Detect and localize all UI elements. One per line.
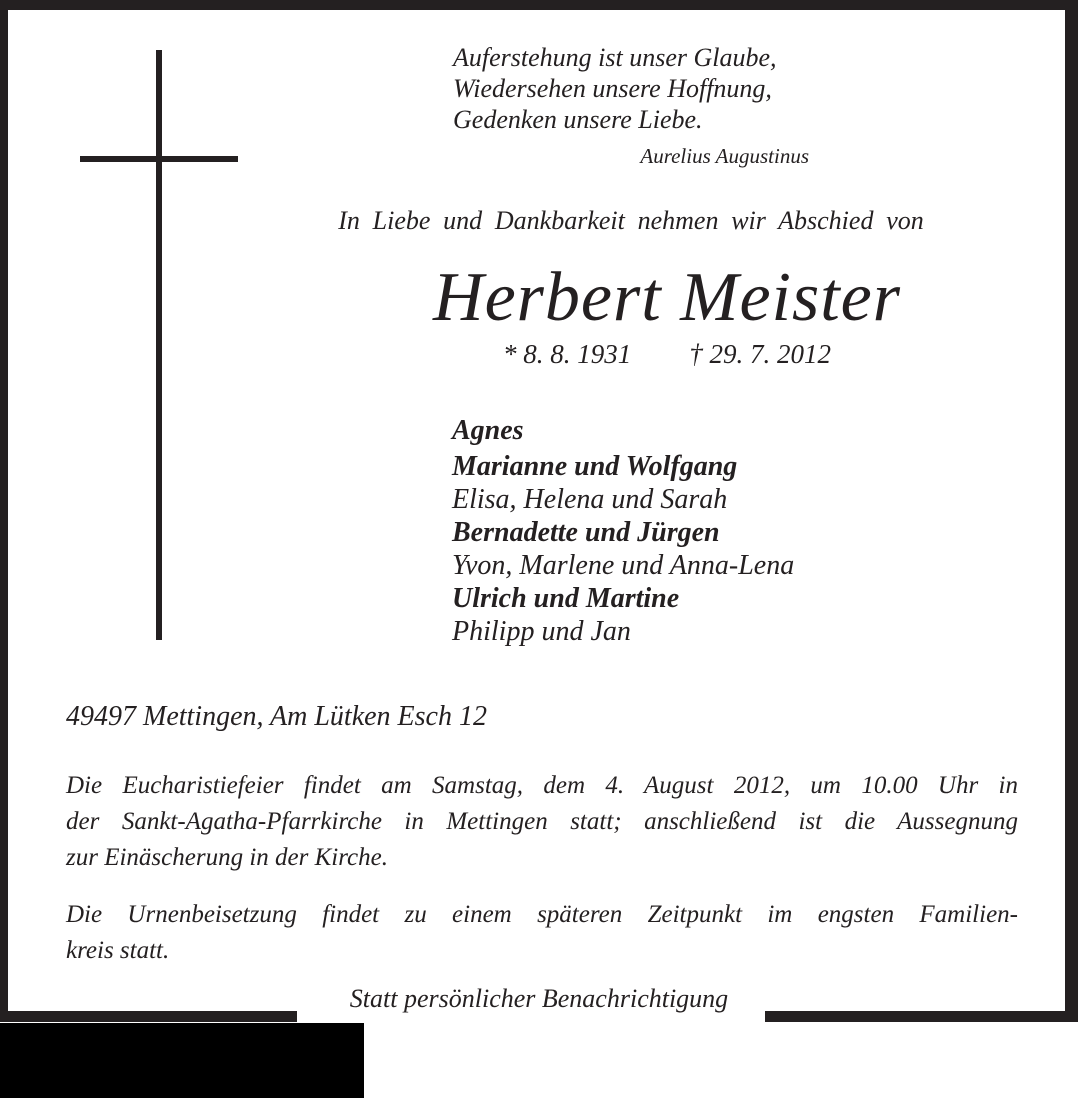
epigraph-line-2: Wiedersehen unsere Hoffnung, (453, 74, 772, 103)
farewell-line: In Liebe und Dankbarkeit nehmen wir Abschied von (338, 206, 924, 235)
service-paragraph-line-2: der Sankt-Agatha-Pfarrkirche in Mettingen statt; anschließend ist die Aussegnung (66, 808, 1018, 835)
mourner-line: Bernadette und Jürgen (452, 517, 720, 548)
service-paragraph-line-3: zur Einäscherung in der Kirche. (66, 844, 388, 871)
frame-border-left (0, 0, 8, 1022)
burial-paragraph-line-1: Die Urnenbeisetzung findet zu einem späteren Zeitpunkt im engsten Familien- (66, 901, 1018, 928)
service-paragraph (66, 768, 1018, 876)
mourner-line: Philipp und Jan (452, 616, 631, 647)
footer-line: Statt persönlicher Benachrichtigung (349, 984, 729, 1013)
mourner-line: Elisa, Helena und Sarah (452, 484, 728, 515)
deceased-name: Herbert Meister (433, 259, 901, 336)
mourners-list (452, 414, 794, 648)
mourner-line: Marianne und Wolfgang (452, 451, 738, 482)
life-dates (256, 338, 1078, 370)
death-date: † 29. 7. 2012 (689, 339, 831, 369)
service-paragraph-line-1: Die Eucharistiefeier findet am Samstag, dem 4. August 2012, um 10.00 Uhr in (66, 772, 1018, 799)
mourner-line: Agnes (452, 415, 524, 446)
mourner-line: Yvon, Marlene und Anna-Lena (452, 550, 795, 581)
cross-horizontal-bar (80, 156, 238, 162)
burial-paragraph-line-2: kreis statt. (66, 937, 170, 964)
epigraph (453, 42, 813, 172)
redaction-box (0, 1023, 364, 1098)
frame-border-right (1065, 0, 1078, 1022)
cross-vertical-bar (156, 50, 162, 640)
frame-border-top (0, 0, 1078, 10)
burial-paragraph (66, 897, 1018, 969)
epigraph-line-1: Auferstehung ist unser Glaube, (453, 43, 777, 72)
epigraph-attribution: Aurelius Augustinus (640, 144, 809, 168)
epigraph-line-3: Gedenken unsere Liebe. (453, 105, 703, 134)
birth-date: * 8. 8. 1931 (503, 339, 632, 369)
address-line: 49497 Mettingen, Am Lütken Esch 12 (66, 701, 487, 732)
mourner-line: Ulrich und Martine (452, 583, 680, 614)
